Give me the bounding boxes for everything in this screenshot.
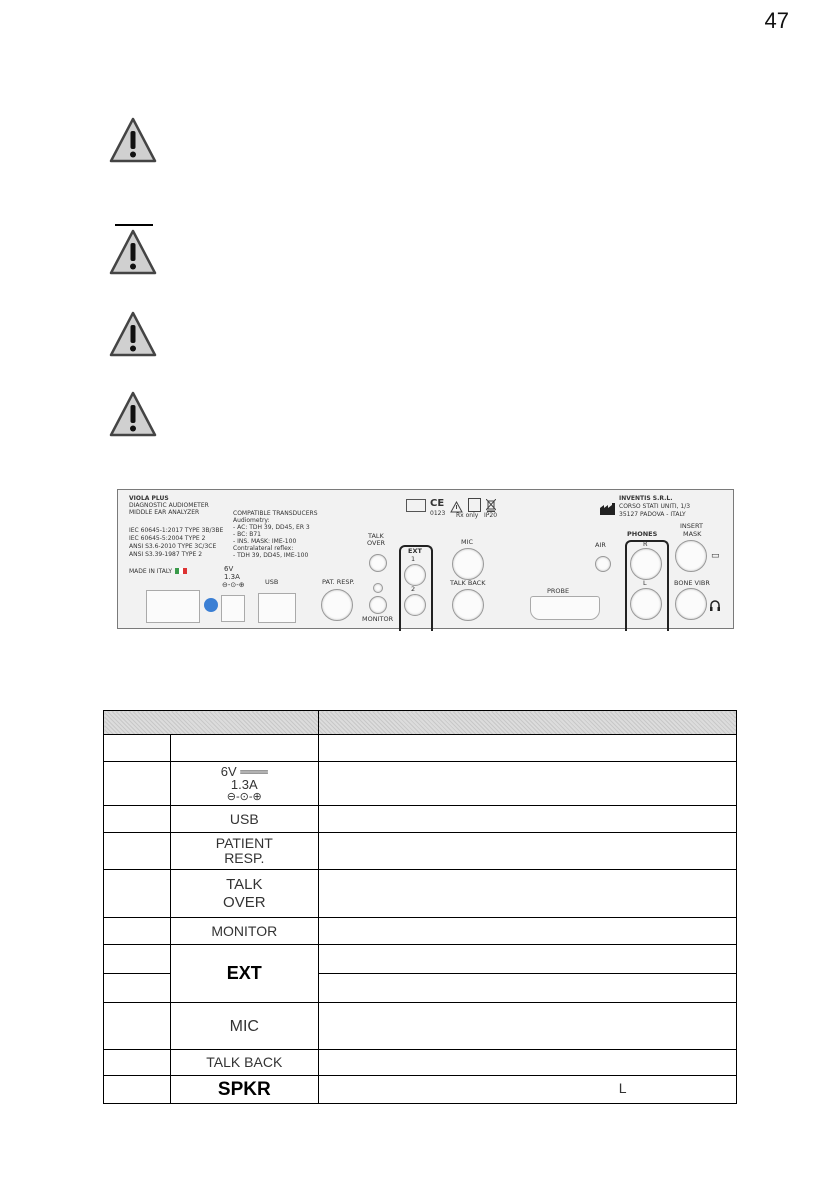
table-cell [318, 1050, 736, 1076]
table-row [104, 762, 737, 806]
table-cell [104, 918, 171, 945]
manufacturer-icon [600, 500, 616, 519]
talk-back-jack [452, 589, 484, 621]
table-cell [318, 735, 736, 762]
phones-l-jack [630, 588, 662, 620]
manufacturer-address: CORSO STATI UNITI, 1/3 [619, 503, 691, 510]
talk-over-label: OVER [223, 893, 266, 911]
ext-label: EXT [408, 547, 422, 555]
ext-1-jack [404, 564, 426, 586]
bf-part-icon [468, 498, 481, 512]
table-cell: SPKR [170, 1076, 318, 1104]
table-cell: MONITOR [170, 918, 318, 945]
brand-line: MIDDLE EAR ANALYZER [129, 509, 200, 516]
talk-over-label: TALK [226, 875, 263, 893]
warning-icon [108, 228, 158, 276]
manual-icon [406, 499, 426, 512]
patient-resp-label: PATIENT [215, 835, 273, 851]
power-socket [221, 595, 245, 622]
table-row [104, 1076, 737, 1104]
italy-flag-icon [175, 568, 187, 574]
brand-line: DIAGNOSTIC AUDIOMETER [129, 502, 209, 509]
phones-r-label: R [643, 540, 648, 548]
table-cell [104, 1003, 171, 1050]
table-cell: USB [170, 806, 318, 833]
usb-port [258, 593, 296, 623]
transducers-line: - BC: B71 [233, 531, 261, 538]
ext-2-jack [404, 594, 426, 616]
header-cell [318, 711, 736, 735]
mic-jack [452, 548, 484, 580]
made-in-italy: MADE IN ITALY [129, 568, 173, 575]
table-cell [104, 762, 171, 806]
header-cell [104, 711, 319, 735]
connector-table [103, 710, 737, 1104]
table-row [104, 945, 737, 974]
table-cell [104, 833, 171, 870]
table-row [104, 735, 737, 762]
monitor-jack [369, 596, 387, 614]
ce-number: 0123 [430, 510, 446, 517]
probe-label: PROBE [547, 587, 570, 595]
talk-over-label: OVER [367, 539, 386, 547]
table-row [104, 918, 737, 945]
mic-label: MIC [461, 538, 474, 546]
bone-vibr-label: BONE VIBR [674, 579, 710, 587]
table-cell [318, 870, 736, 918]
divider [115, 224, 153, 226]
table-cell [104, 1076, 171, 1104]
led-indicator [373, 583, 383, 593]
table-row [104, 1003, 737, 1050]
warning-icon [108, 116, 158, 164]
manufacturer-address: 35127 PADOVA - ITALY [619, 511, 686, 518]
phones-label: PHONES [627, 530, 658, 538]
table-cell [318, 762, 736, 806]
pat-resp-label: PAT. RESP. [322, 578, 355, 586]
table-cell [104, 974, 171, 1003]
power-current-label: 1.3A [230, 776, 258, 792]
transducers-line: - INS. MASK: IME-100 [233, 538, 297, 545]
power-current: 1.3A [224, 573, 240, 581]
table-cell [318, 806, 736, 833]
phones-r-jack [630, 548, 662, 580]
warning-icon [108, 390, 158, 438]
transducers-title: COMPATIBLE TRANSDUCERS [233, 510, 318, 517]
ip-rating: IP20 [484, 512, 498, 519]
power-voltage-label: 6V [220, 763, 237, 779]
talk-over-label: TALK [368, 532, 384, 540]
insert-mask-label: INSERT [680, 522, 704, 530]
dc-symbol: ═══ [236, 763, 268, 779]
table-cell [318, 918, 736, 945]
table-cell [104, 735, 171, 762]
ext-bracket [399, 545, 433, 631]
standard-text: IEC 60645-5:2004 TYPE 2 [129, 535, 206, 542]
standard-text: IEC 60645-1:2017 TYPE 3B/3BE [129, 527, 224, 534]
power-switch-port [146, 590, 200, 623]
table-cell [318, 833, 736, 870]
air-label: AIR [595, 541, 606, 549]
accessibility-icon [204, 598, 218, 612]
phones-l-label: L [643, 579, 647, 587]
table-cell [104, 870, 171, 918]
table-cell [104, 945, 171, 974]
table-cell: MIC [170, 1003, 318, 1050]
bone-vibr-jack [675, 588, 707, 620]
rear-panel-illustration [117, 489, 734, 629]
standard-text: ANSI S3.6-2010 TYPE 3C/3CE [129, 543, 217, 550]
patient-resp-label: RESP. [224, 850, 265, 866]
insert-earphone-icon: ▭ [711, 551, 720, 561]
table-cell [318, 1003, 736, 1050]
rx-only: Rx only [456, 512, 479, 519]
transducers-line: - AC: TDH 39, DD45, ER 3 [233, 524, 310, 531]
table-row [104, 806, 737, 833]
ext-2-label: 2 [411, 585, 416, 593]
transducers-line: - TDH 39, DD45, IME-100 [233, 552, 309, 559]
table-row [104, 1050, 737, 1076]
table-cell: EXT [170, 945, 318, 1003]
page-number: 47 [764, 8, 789, 33]
power-voltage: 6V [224, 565, 234, 573]
ext-1-label: 1 [411, 555, 416, 563]
table-row [104, 870, 737, 918]
table-cell [104, 1050, 171, 1076]
headphone-icon [710, 596, 720, 615]
warning-icon [108, 310, 158, 358]
table-cell [170, 833, 318, 870]
talk-back-label: TALK BACK [450, 579, 486, 587]
table-cell [170, 762, 318, 806]
table-cell [104, 806, 171, 833]
brand-name: VIOLA PLUS [129, 495, 169, 502]
insert-mask-label: MASK [683, 530, 702, 538]
ce-mark: CE [430, 498, 445, 509]
table-cell [170, 735, 318, 762]
table-cell: TALK BACK [170, 1050, 318, 1076]
weee-bin-icon [486, 497, 496, 509]
probe-connector [530, 596, 600, 620]
usb-label: USB [265, 578, 279, 586]
table-cell [318, 1076, 736, 1104]
standard-text: ANSI S3.39-1987 TYPE 2 [129, 551, 203, 558]
polarity-icon: ⊖-⊙-⊕ [222, 581, 245, 589]
table-row [104, 833, 737, 870]
speaker-l-mark: L [618, 1080, 627, 1096]
talk-over-jack [369, 554, 387, 572]
table-cell [170, 870, 318, 918]
air-port [595, 556, 611, 572]
table-cell [318, 974, 736, 1003]
pat-resp-jack [321, 589, 353, 621]
manufacturer-name: INVENTIS S.R.L. [619, 495, 673, 502]
table-cell [318, 945, 736, 974]
transducers-line: Audiometry: [233, 517, 270, 524]
transducers-line: Contralateral reflex: [233, 545, 294, 552]
monitor-label: MONITOR [362, 615, 394, 623]
polarity-icon: ⊖-⊙-⊕ [226, 790, 262, 803]
insert-mask-jack [675, 540, 707, 572]
table-header [104, 711, 737, 735]
